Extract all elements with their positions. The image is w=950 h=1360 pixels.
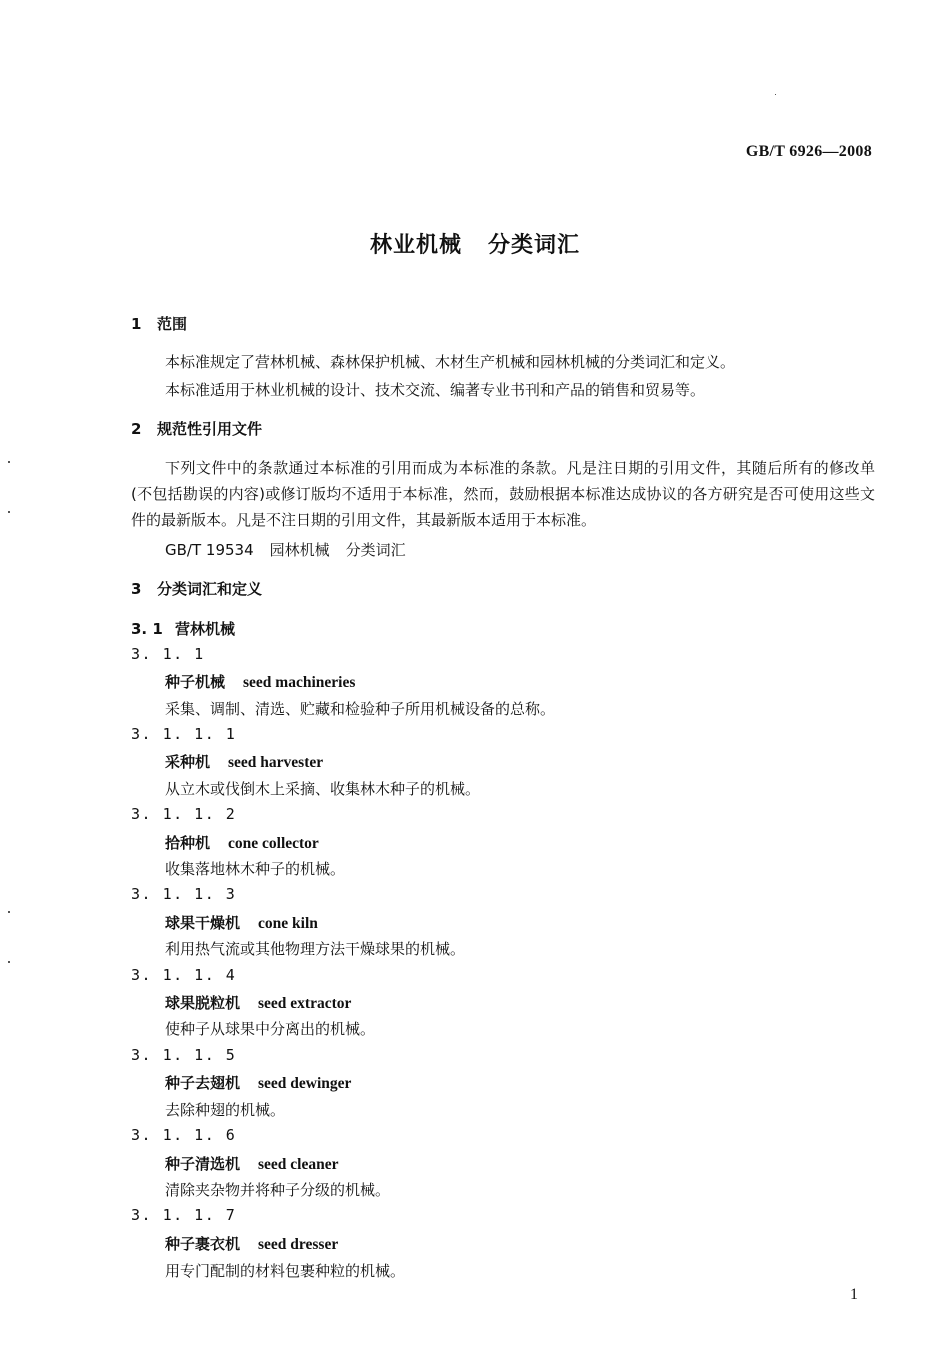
scan-speck (775, 94, 776, 95)
entry-index: 3. 1. 1. 4 (131, 966, 237, 984)
entry-index: 3. 1. 1. 7 (131, 1206, 237, 1224)
standard-number: GB/T 6926—2008 (745, 143, 872, 160)
entry-index: 3. 1. 1. 1 (131, 725, 237, 743)
section-2-paragraph: 下列文件中的条款通过本标准的引用而成为本标准的条款。凡是注日期的引用文件，其随后所有的修改单(不包括勘误的内容)或修订版均不适用于本标准，然而，鼓励根据本标准达成协议的各方研究是否可使用这些文件的最新版本。凡是不注日期的引用文件，其最新版本适用于本标准。 (131, 459, 875, 529)
page-number: 1 (850, 1286, 858, 1303)
entry-definition: 采集、调制、清选、贮藏和检验种子所用机械设备的总称。 (165, 700, 556, 718)
entry-definition: 清除夹杂物并将种子分级的机械。 (165, 1181, 391, 1199)
entry-definition: 用专门配制的材料包裹种粒的机械。 (165, 1262, 406, 1280)
entry-index: 3. 1. 1. 3 (131, 885, 237, 903)
entry-definition: 从立木或伐倒木上采摘、收集林木种子的机械。 (165, 780, 481, 798)
section-1-paragraph-1: 本标准规定了营林机械、森林保护机械、木材生产机械和园林机械的分类词汇和定义。 (165, 353, 736, 371)
title-part-1: 林业机械 (369, 233, 462, 258)
entry-index: 3. 1. 1. 6 (131, 1126, 237, 1144)
section-3-1-heading: 3. 1 营林机械 (131, 620, 236, 638)
entry-term: 球果干燥机 cone kiln (165, 914, 318, 932)
scan-speck (8, 961, 10, 963)
entry-term: 种子去翅机 seed dewinger (165, 1074, 352, 1092)
scan-speck (8, 511, 10, 513)
scan-speck (8, 461, 10, 463)
entry-definition: 利用热气流或其他物理方法干燥球果的机械。 (165, 940, 466, 958)
entry-index: 3. 1. 1 (131, 645, 205, 663)
scan-speck (8, 911, 10, 913)
entry-term: 采种机 seed harvester (165, 753, 324, 771)
entry-term: 种子裹衣机 seed dresser (165, 1235, 339, 1253)
entry-index: 3. 1. 1. 5 (131, 1046, 237, 1064)
entry-term: 球果脱粒机 seed extractor (165, 994, 352, 1012)
normative-reference: GB/T 19534 园林机械 分类词汇 (165, 541, 406, 559)
entry-term: 种子清选机 seed cleaner (165, 1155, 339, 1173)
section-2-heading: 2 规范性引用文件 (131, 420, 263, 438)
entry-definition: 收集落地林木种子的机械。 (165, 860, 346, 878)
document-title (0, 228, 950, 259)
entry-term: 拾种机 cone collector (165, 834, 319, 852)
entry-index: 3. 1. 1. 2 (131, 805, 237, 823)
section-1-heading: 1 范围 (131, 315, 188, 333)
title-part-2: 分类词汇 (488, 233, 581, 258)
section-1-paragraph-2: 本标准适用于林业机械的设计、技术交流、编著专业书刊和产品的销售和贸易等。 (165, 381, 706, 399)
entry-term: 种子机械 seed machineries (165, 673, 356, 691)
entry-definition: 使种子从球果中分离出的机械。 (165, 1020, 376, 1038)
entry-definition: 去除种翅的机械。 (165, 1101, 286, 1119)
section-3-heading: 3 分类词汇和定义 (131, 580, 263, 598)
